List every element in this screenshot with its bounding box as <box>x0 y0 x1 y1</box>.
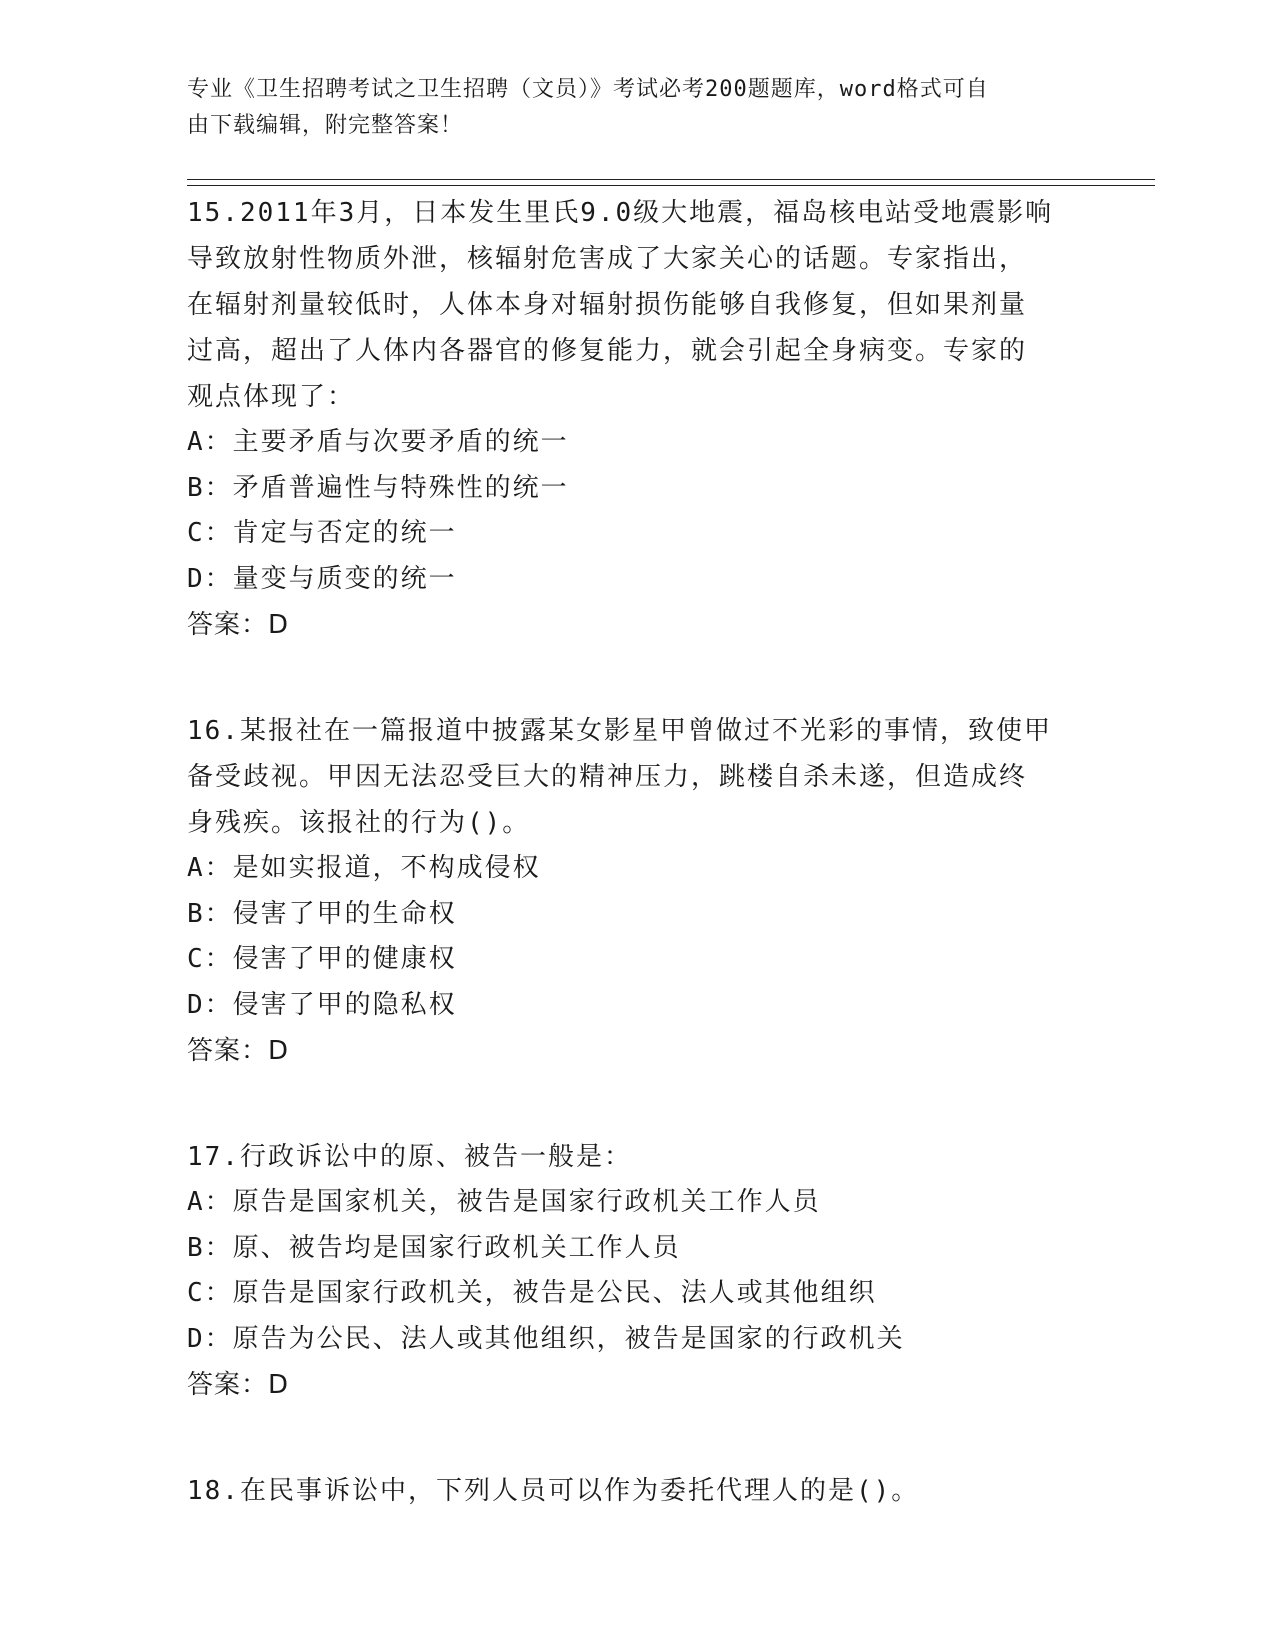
question-spacer <box>187 1074 1087 1134</box>
question-15 <box>187 190 1087 648</box>
question-18 <box>187 1468 1087 1514</box>
header-divider-bottom <box>187 185 1155 186</box>
question-stem-line: 在辐射剂量较低时，人体本身对辐射损伤能够自我修复，但如果剂量 <box>187 290 1028 320</box>
question-stem-line: 16.某报社在一篇报道中披露某女影星甲曾做过不光彩的事情，致使甲 <box>187 716 1052 746</box>
option-d: D：侵害了甲的隐私权 <box>187 989 457 1020</box>
header-line-1: 专业《卫生招聘考试之卫生招聘（文员）》考试必考200题题库，word格式可自 <box>187 77 989 102</box>
answer-line: 答案：D <box>187 610 290 640</box>
option-d: D：量变与质变的统一 <box>187 563 457 594</box>
question-spacer <box>187 1408 1087 1468</box>
header-divider-top <box>187 179 1155 180</box>
option-a: A：是如实报道，不构成侵权 <box>187 853 541 883</box>
question-spacer <box>187 648 1087 708</box>
question-stem-line: 导致放射性物质外泄，核辐射危害成了大家关心的话题。专家指出， <box>187 244 1028 274</box>
header-line-2: 由下载编辑，附完整答案！ <box>187 113 464 138</box>
option-b: B：矛盾普遍性与特殊性的统一 <box>187 472 569 503</box>
option-a: A：主要矛盾与次要矛盾的统一 <box>187 427 569 457</box>
option-b: B：侵害了甲的生命权 <box>187 898 457 929</box>
question-16 <box>187 708 1087 1074</box>
question-stem-line: 过高，超出了人体内各器官的修复能力，就会引起全身病变。专家的 <box>187 336 1028 366</box>
question-stem-line: 备受歧视。甲因无法忍受巨大的精神压力，跳楼自杀未遂，但造成终 <box>187 762 1028 792</box>
question-stem-line: 18.在民事诉讼中，下列人员可以作为委托代理人的是()。 <box>187 1476 920 1506</box>
question-list <box>187 190 1087 1514</box>
question-stem-line: 身残疾。该报社的行为()。 <box>187 808 531 838</box>
option-a: A：原告是国家机关，被告是国家行政机关工作人员 <box>187 1187 821 1217</box>
option-d: D：原告为公民、法人或其他组织，被告是国家的行政机关 <box>187 1323 905 1354</box>
answer-line: 答案：D <box>187 1036 290 1066</box>
question-17 <box>187 1134 1087 1408</box>
option-c: C：肯定与否定的统一 <box>187 518 457 548</box>
document-header <box>187 72 1067 144</box>
option-b: B：原、被告均是国家行政机关工作人员 <box>187 1232 681 1263</box>
question-stem-line: 观点体现了： <box>187 382 356 412</box>
question-stem-line: 17.行政诉讼中的原、被告一般是： <box>187 1142 632 1172</box>
question-stem-line: 15.2011年3月，日本发生里氏9.0级大地震，福岛核电站受地震影响 <box>187 198 1054 228</box>
option-c: C：侵害了甲的健康权 <box>187 944 457 974</box>
option-c: C：原告是国家行政机关，被告是公民、法人或其他组织 <box>187 1278 877 1308</box>
answer-line: 答案：D <box>187 1370 290 1400</box>
